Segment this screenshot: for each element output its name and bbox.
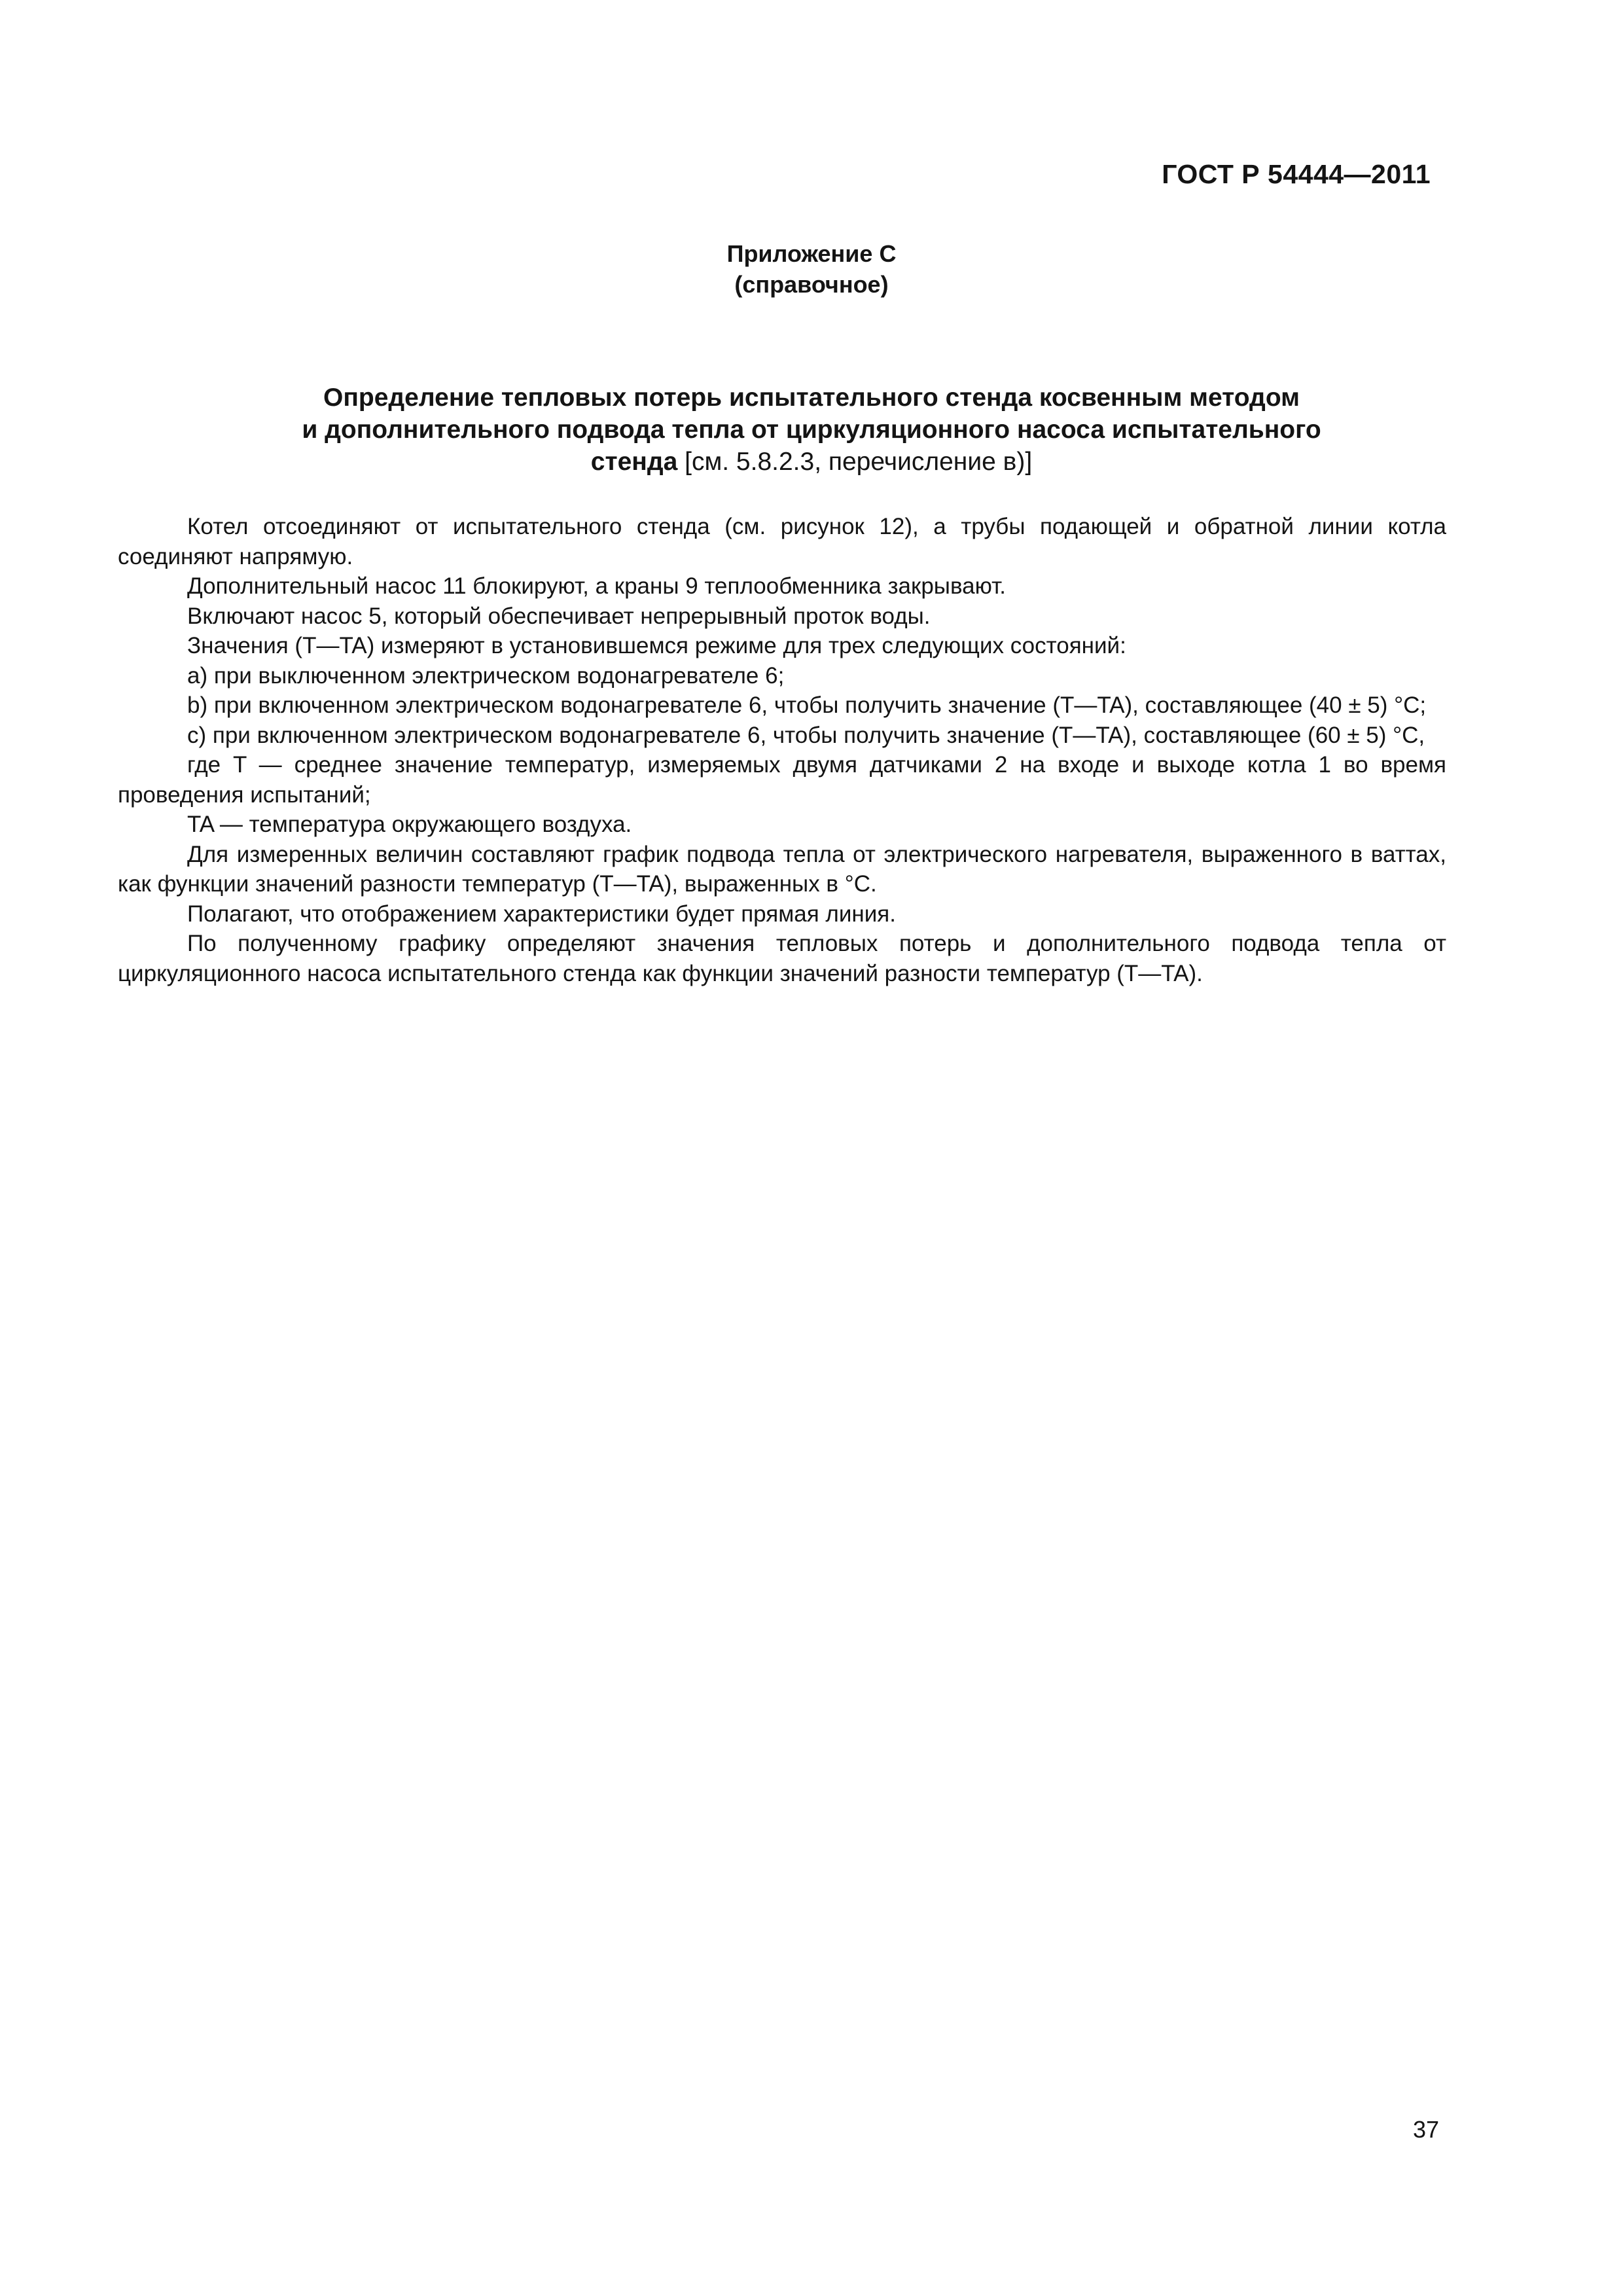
annex-status: (справочное) bbox=[734, 271, 889, 298]
annex-heading bbox=[0, 238, 1623, 300]
document-code: ГОСТ Р 54444—2011 bbox=[1162, 159, 1431, 189]
body-text bbox=[118, 512, 1446, 988]
title-line-3 bbox=[157, 446, 1466, 478]
title-line-1: Определение тепловых потерь испытательного стенда косвенным методом bbox=[323, 384, 1300, 412]
paragraph-11: Полагают, что отображением характеристики будет прямая линия. bbox=[187, 901, 896, 927]
paragraph-4: Значения (T—TA) измеряют в установившемся режиме для трех следующих состояний: bbox=[187, 633, 1126, 658]
paragraph-2: Дополнительный насос 11 блокируют, а краны 9 теплообменника закрывают. bbox=[187, 573, 1006, 599]
paragraph-10: Для измеренных величин составляют график подвода тепла от электрического нагревателя, выраженного в ваттах, как функции значений разности температур (T—TA), выраженных в °С. bbox=[118, 841, 1446, 897]
paragraph-1: Котел отсоединяют от испытательного стенда (см. рисунок 12), а трубы подающей и обратной линии котла соединяют напрямую. bbox=[118, 514, 1446, 569]
paragraph-6: b) при включенном электрическом водонагревателе 6, чтобы получить значение (T—TA), составляющее (40 ± 5) °С; bbox=[187, 692, 1427, 718]
paragraph-5: а) при выключенном электрическом водонагревателе 6; bbox=[187, 662, 785, 689]
paragraph-7: с) при включенном электрическом водонагревателе 6, чтобы получить значение (T—TA), составляющее (60 ± 5) °С, bbox=[187, 722, 1425, 748]
title-line-2: и дополнительного подвода тепла от циркуляционного насоса испытательного bbox=[302, 416, 1321, 444]
paragraph-9: TA — температура окружающего воздуха. bbox=[187, 812, 632, 837]
annex-title: Приложение С bbox=[726, 240, 897, 267]
page-number: 37 bbox=[1412, 2116, 1439, 2143]
section-title bbox=[157, 382, 1466, 478]
paragraph-12: По полученному графику определяют значения тепловых потерь и дополнительного подвода тепла от циркуляционного насоса испытательного стенда как функции значений разности температур (T—TA). bbox=[118, 931, 1446, 986]
paragraph-8: где T — среднее значение температур, измеряемых двумя датчиками 2 на входе и выходе котла 1 во время проведения испытаний; bbox=[118, 752, 1446, 808]
paragraph-3: Включают насос 5, который обеспечивает непрерывный проток воды. bbox=[187, 603, 931, 629]
title-line-3-bold: стенда bbox=[590, 448, 678, 476]
title-reference: [см. 5.8.2.3, перечисление в)] bbox=[685, 448, 1033, 476]
